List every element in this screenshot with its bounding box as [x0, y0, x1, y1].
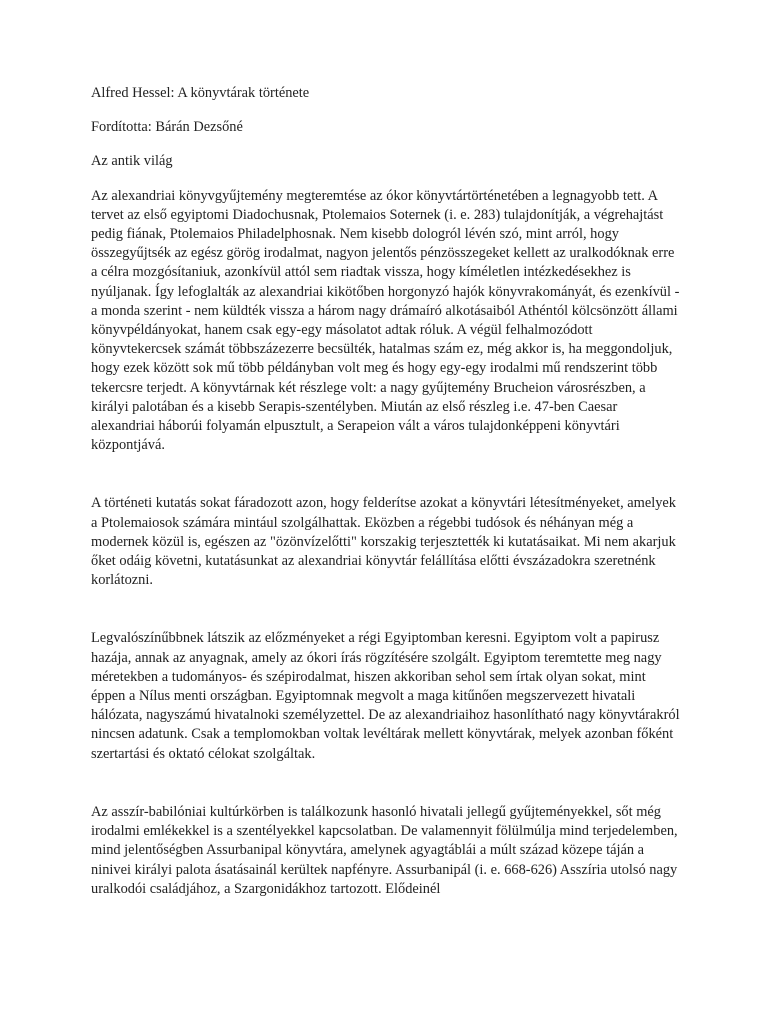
document-page: [91, 84, 681, 899]
paragraph-2: A történeti kutatás sokat fáradozott azon, hogy felderítse azokat a könyvtári létesítményeket, amelyek a Ptolemaiosok számára mintául szolgálhattak. Eközben a régebbi tudósok és néhányan még a modernek közül is, egészen az "özönvízelőtti" korszakig terjesztették ki kutatásaikat. Mi nem akarjuk őket odáig követni, kutatásunkat az alexandriai könyvtár felállítása előtti évszázadokra szeretnénk korlátozni.: [91, 495, 677, 589]
paragraph-3: Legvalószínűbbnek látszik az előzményeket a régi Egyiptomban keresni. Egyiptom volt a papirusz hazája, annak az anyagnak, amely az ókori írás rögzítésére szolgált. Egyiptom teremtette meg nagy méretekben a tudományos- és szépirodalmat, hiszen akkoriban sehol sem írtak olyan sokat, mint éppen a Nílus menti országban. Egyiptomnak megvolt a maga kitűnően megszervezett hivatali hálózata, nagyszámú hivatalnoki személyzettel. De az alexandriaihoz hasonlítható nagy könyvtárakról nincsen adatunk. Csak a templomokban voltak levéltárak mellett könyvtárak, melyek azonban főként szertartási és oktató célokat szolgáltak.: [91, 630, 680, 762]
document-title: Alfred Hessel: A könyvtárak története: [91, 85, 310, 101]
paragraph-1: Az alexandriai könyvgyűjtemény megteremtése az ókor könyvtártörténetében a legnagyobb tett. A tervet az első egyiptomi Diadochusnak, Ptolemaios Soternek (i. e. 283) tulajdonítják, a végrehajtást pedig fiának, Ptolemaios Philadelphosnak. Nem kisebb dologról lévén szó, mint arról, hogy összegyűjtsék az egész görög irodalmat, nagyon jelentős pénzösszegeket kellett az uralkodóknak erre a célra mozgósítaniuk, azonkívül attól sem riadtak vissza, hogy kíméletlen intézkedésekhez is nyúljanak. Így lefoglalták az alexandriai kikötőben horgonyzó hajók könyvrakományát, és ezenkívül - a monda szerint - nem küldték vissza a három nagy drámaíró alkotásaiból Athéntól kölcsönzött állami könyvpéldányokat, hanem csak egy-egy másolatot adtak róluk. A végül felhalmozódott könyvtekercsek számát többszázezerre becsülték, hatalmas szám ez, még akkor is, ha meggondoljuk, hogy ezek között sok mű több példányban volt meg és hogy egy-egy irodalmi mű rendszerint több tekercsre terjedt. A könyvtárnak két részlege volt: a nagy gyűjtemény Brucheion városrészben, a királyi palotában és a kisebb Serapis-szentélyben. Miután az első részleg i.e. 47-ben Caesar alexandriai háborúi folyamán elpusztult, a Serapeion vált a város tulajdonképpeni könyvtári központjává.: [91, 187, 680, 454]
paragraph-spacer: [91, 590, 681, 629]
translator-line: Fordította: Bárán Dezsőné: [91, 119, 243, 136]
paragraph-spacer: [91, 455, 681, 494]
paragraph-spacer: [91, 764, 681, 803]
section-heading: Az antik világ: [91, 153, 173, 170]
paragraph-4: Az asszír-babilóniai kultúrkörben is találkozunk hasonló hivatali jellegű gyűjteményekkel, sőt még irodalmi emlékekkel is a szentélyekkel kapcsolatban. De valamennyit fölülmúlja mind terjedelemben, mind jelentőségben Assurbanipal könyvtára, amelynek agyagtáblái a múlt század közepe táján a ninivei királyi palota ásatásainál kerültek napfényre. Assurbanipál (i. e. 668-626) Asszíria utolsó nagy uralkodói családjához, a Szargonidákhoz tartozott. Elődeinél: [91, 803, 678, 897]
